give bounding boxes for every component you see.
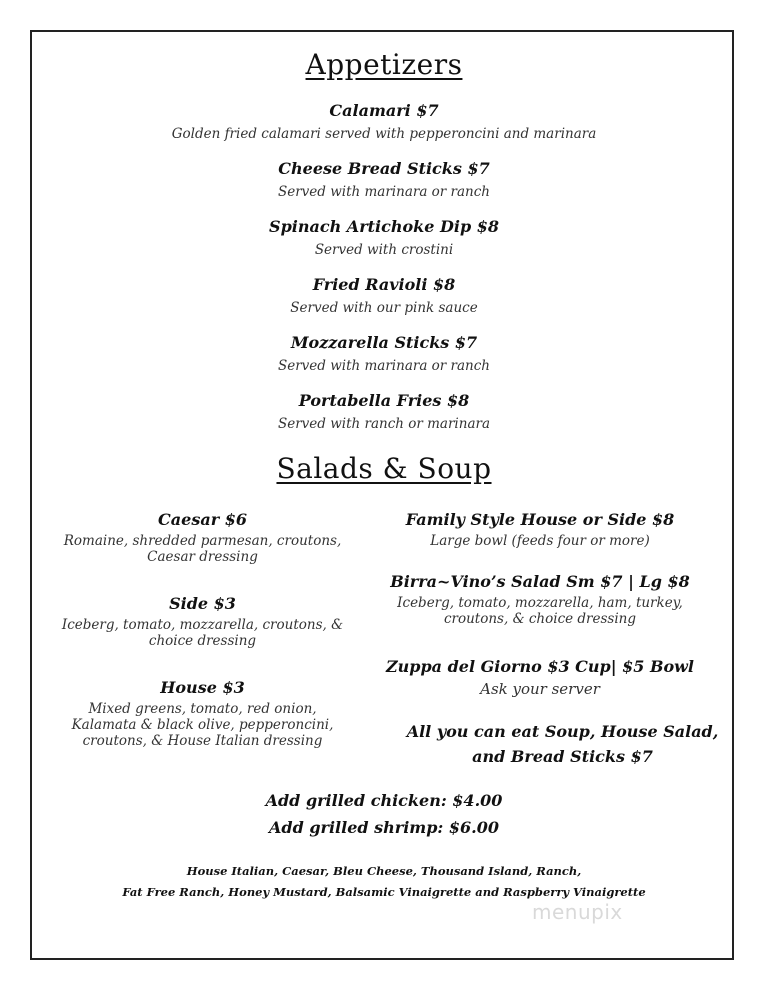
menu-item-mozzarella-sticks: Mozzarella Sticks $7 xyxy=(290,333,478,352)
menu-item-desc: Iceberg, tomato, mozzarella, croutons, & xyxy=(61,617,344,633)
menu-item-house: House $3 xyxy=(160,678,245,697)
salad-house xyxy=(50,678,355,749)
menu-item-desc: Served with our pink sauce xyxy=(290,300,478,316)
menu-item-desc: choice dressing xyxy=(148,633,257,649)
menu-item-zuppa-del-giorno: Zuppa del Giorno $3 Cup| $5 Bowl xyxy=(385,657,695,676)
dressing-list: Fat Free Ranch, Honey Mustard, Balsamic Vinaigrette and Raspberry Vinaigrette xyxy=(122,885,646,899)
all-you-can-eat xyxy=(385,722,740,766)
menu-item-all-you-can-eat: All you can eat Soup, House Salad, xyxy=(406,722,719,741)
menu-item-fried-ravioli: Fried Ravioli $8 xyxy=(312,275,456,294)
menu-item-cheese-bread-sticks: Cheese Bread Sticks $7 xyxy=(278,159,490,178)
menu-item-all-you-can-eat-price: and Bread Sticks $7 xyxy=(472,747,653,766)
menu-item-family-style: Family Style House or Side $8 xyxy=(405,510,675,529)
menu-item-spinach-dip: Spinach Artichoke Dip $8 xyxy=(269,217,499,236)
salad-birra-vino xyxy=(385,572,695,627)
menu-item-desc: Mixed greens, tomato, red onion, xyxy=(88,701,317,717)
menu-item-desc: Served with marinara or ranch xyxy=(277,184,490,200)
menu-item-desc: Ask your server xyxy=(480,680,600,698)
addon-chicken: Add grilled chicken: $4.00 xyxy=(265,791,503,810)
menu-item-desc: Romaine, shredded parmesan, croutons, xyxy=(63,533,342,549)
salads-heading: Salads & Soup xyxy=(276,452,492,485)
menu-item-desc: Kalamata & black olive, pepperoncini, xyxy=(71,717,334,733)
addon-shrimp: Add grilled shrimp: $6.00 xyxy=(269,818,499,837)
menu-item-desc: Iceberg, tomato, mozzarella, ham, turkey, xyxy=(397,595,683,611)
salad-side xyxy=(50,594,355,649)
menu-item-side: Side $3 xyxy=(169,594,236,613)
menu-item-desc: Served with crostini xyxy=(314,242,454,258)
appetizers-heading: Appetizers xyxy=(305,48,463,81)
dressing-list: House Italian, Caesar, Bleu Cheese, Thousand Island, Ranch, xyxy=(186,864,582,878)
salad-caesar xyxy=(50,510,355,565)
menu-item-birra-vino-salad: Birra~Vino’s Salad Sm $7 | Lg $8 xyxy=(390,572,690,591)
menu-item-portabella-fries: Portabella Fries $8 xyxy=(298,391,470,410)
menu-item-desc: croutons, & choice dressing xyxy=(443,611,637,627)
menu-item-desc: Caesar dressing xyxy=(147,549,258,565)
menu-item-calamari: Calamari $7 xyxy=(329,101,439,120)
menu-item-caesar: Caesar $6 xyxy=(158,510,247,529)
menu-item-desc: Served with marinara or ranch xyxy=(277,358,490,374)
salad-family-style xyxy=(385,510,695,549)
menu-item-desc: Large bowl (feeds four or more) xyxy=(430,533,650,549)
menupix-watermark: menupix xyxy=(532,900,623,924)
soup-zuppa xyxy=(385,657,695,698)
menu-item-desc: croutons, & House Italian dressing xyxy=(82,733,323,749)
menu-item-desc: Served with ranch or marinara xyxy=(277,416,490,432)
menu-item-desc: Golden fried calamari served with pepperoncini and marinara xyxy=(171,126,597,142)
